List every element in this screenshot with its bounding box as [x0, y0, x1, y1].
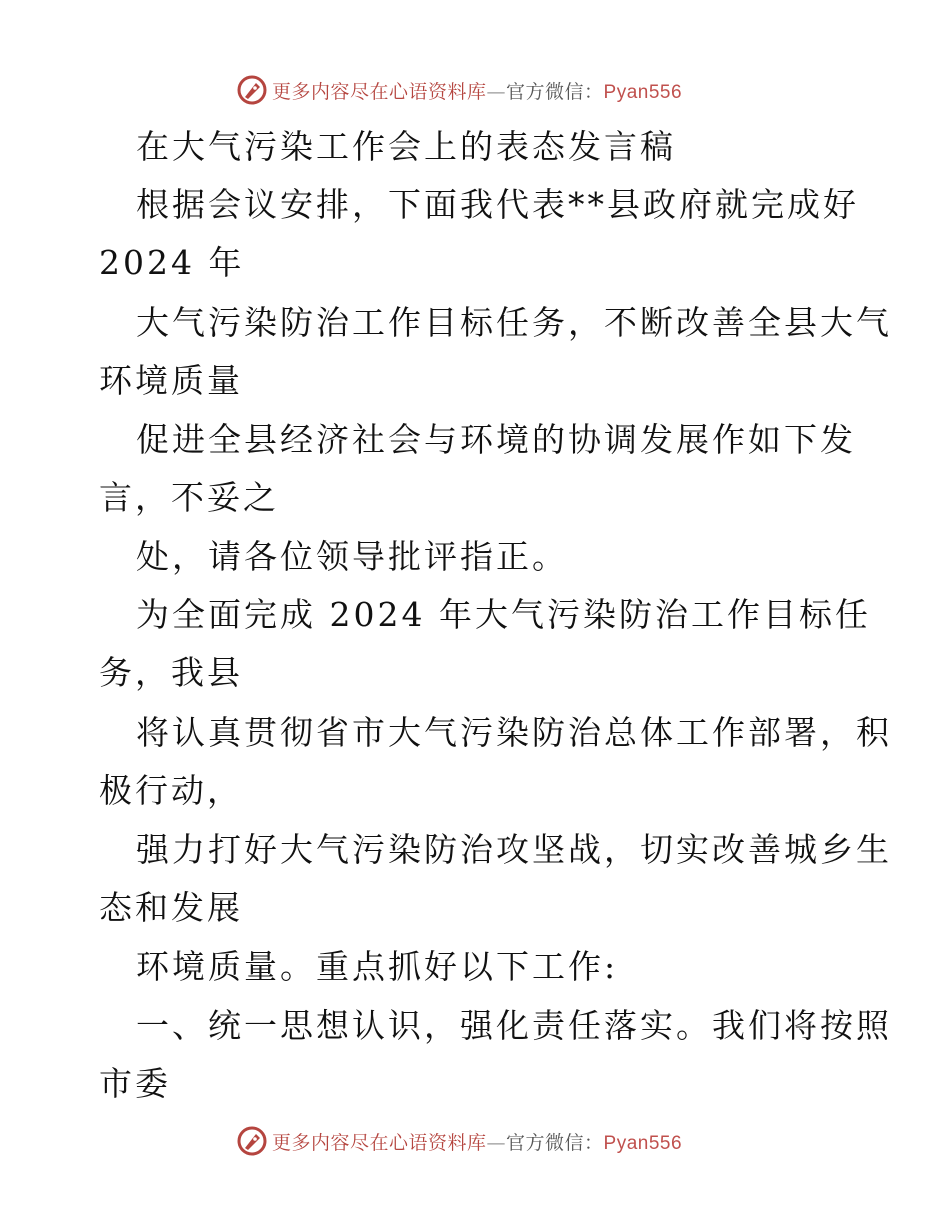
paragraph-line: 务，我县 [99, 653, 243, 692]
paragraph-line: 极行动， [99, 771, 243, 810]
paragraph-line: 一、统一思想认识，强化责任落实。我们将按照 [136, 1006, 892, 1045]
watermark-site: 更多内容尽在心语资料库 [272, 80, 487, 103]
paragraph-line: 大气污染防治工作目标任务，不断改善全县大气 [136, 303, 892, 342]
paragraph-line: 环境质量。重点抓好以下工作: [136, 947, 619, 986]
watermark-dash: — [486, 1131, 507, 1154]
watermark-wechat-label: 官方微信： [506, 1131, 604, 1154]
paragraph-line: 市委 [99, 1064, 171, 1103]
footer-watermark [236, 1124, 682, 1158]
paragraph-line: 2024 年 [99, 243, 245, 282]
watermark-wechat-id: Pyan556 [603, 1132, 683, 1154]
document-title: 在大气污染工作会上的表态发言稿 [136, 127, 676, 166]
paragraph-line: 态和发展 [99, 888, 243, 927]
paragraph-line: 言，不妥之 [99, 478, 279, 517]
paragraph-line: 促进全县经济社会与环境的协调发展作如下发 [136, 420, 856, 459]
paragraph-line: 根据会议安排，下面我代表**县政府就完成好 [136, 185, 859, 224]
watermark-site: 更多内容尽在心语资料库 [272, 1131, 487, 1154]
watermark-text [272, 1128, 682, 1155]
watermark-wechat-id: Pyan556 [603, 81, 683, 103]
pen-nib-circle-icon [236, 1125, 268, 1157]
paragraph-line: 为全面完成 2024 年大气污染防治工作目标任 [136, 595, 871, 634]
paragraph-line: 强力打好大气污染防治攻坚战，切实改善城乡生 [136, 830, 892, 869]
paragraph-line: 环境质量 [99, 361, 243, 400]
paragraph-line: 处，请各位领导批评指正。 [136, 537, 568, 576]
watermark-dash: — [486, 80, 507, 103]
watermark-wechat-label: 官方微信： [506, 80, 604, 103]
paragraph-line: 将认真贯彻省市大气污染防治总体工作部署，积 [136, 713, 892, 752]
